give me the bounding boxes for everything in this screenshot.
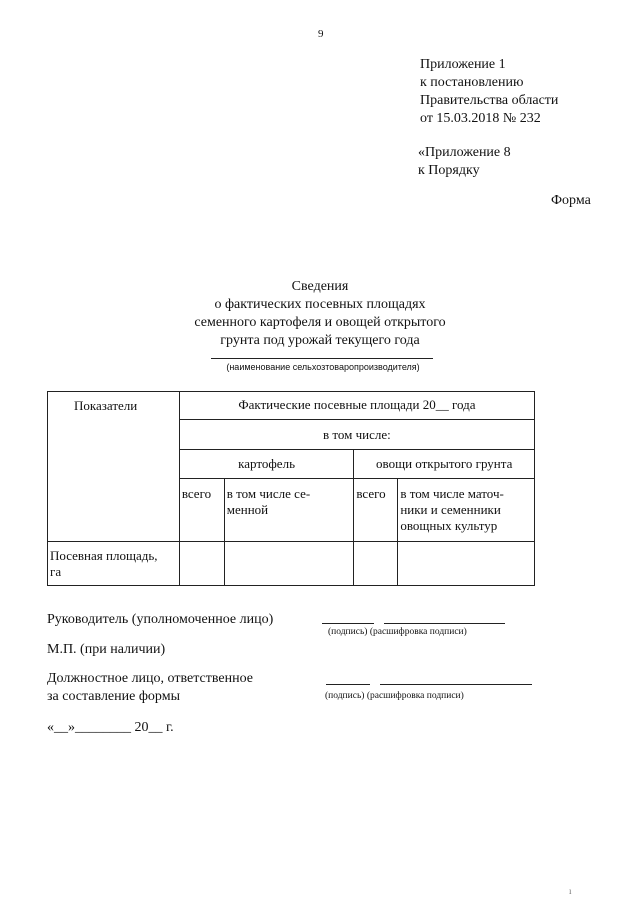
producer-name-line[interactable]	[211, 358, 433, 359]
appendix-order-reference	[418, 144, 511, 180]
title-line: семенного картофеля и овощей открытого	[194, 315, 446, 330]
indicators-header: Показатели	[48, 392, 180, 542]
vegetables-header: овощи открытого грунта	[354, 450, 535, 479]
including-header: в том числе:	[179, 420, 534, 450]
seed-potato-header: в том числе се- менной	[224, 479, 354, 542]
title-line: о фактических посевных площадях	[214, 297, 426, 312]
potato-total-header: всего	[179, 479, 224, 542]
stamp-label: М.П. (при наличии)	[47, 642, 166, 657]
corner-mark: ı	[569, 886, 572, 896]
document-title	[160, 278, 480, 350]
seed-vegetables-header: в том числе маточ- ники и семенники овощных культур	[398, 479, 535, 542]
vegetables-total-cell[interactable]	[354, 542, 398, 586]
appendix-reference	[420, 56, 558, 128]
potato-header: картофель	[179, 450, 354, 479]
head-signature-label: Руководитель (уполномоченное лицо)	[47, 612, 274, 627]
sowing-area-table	[47, 391, 535, 586]
form-label: Форма	[551, 193, 591, 208]
head-name-line[interactable]	[384, 623, 505, 624]
appendix-order-line: к Порядку	[418, 163, 480, 178]
actual-area-header: Фактические посевные площади 20__ года	[179, 392, 534, 420]
official-signature-line[interactable]	[326, 684, 370, 685]
vegetables-total-header: всего	[354, 479, 398, 542]
appendix-line: от 15.03.2018 № 232	[420, 111, 541, 126]
appendix-line: Правительства области	[420, 93, 559, 108]
appendix-line: Приложение 1	[420, 57, 506, 72]
page-number: 9	[318, 28, 324, 40]
title-line: Сведения	[291, 279, 349, 294]
producer-name-caption: (наименование сельхозтоваропроизводителя)	[226, 362, 420, 372]
sowing-area-row-label: Посевная площадь, га	[48, 542, 180, 586]
seed-potato-cell[interactable]	[224, 542, 354, 586]
official-name-line[interactable]	[380, 684, 532, 685]
appendix-order-line: «Приложение 8	[418, 145, 511, 160]
head-signature-caption: (подпись) (расшифровка подписи)	[328, 627, 467, 637]
potato-total-cell[interactable]	[179, 542, 224, 586]
official-signature-label: Должностное лицо, ответственное за составление формы	[47, 671, 253, 704]
appendix-line: к постановлению	[420, 75, 524, 90]
title-line: грунта под урожай текущего года	[220, 333, 420, 348]
head-signature-line[interactable]	[322, 623, 374, 624]
official-signature-caption: (подпись) (расшифровка подписи)	[325, 691, 464, 701]
seed-vegetables-cell[interactable]	[398, 542, 535, 586]
date-line: «__»________ 20__ г.	[47, 720, 174, 735]
